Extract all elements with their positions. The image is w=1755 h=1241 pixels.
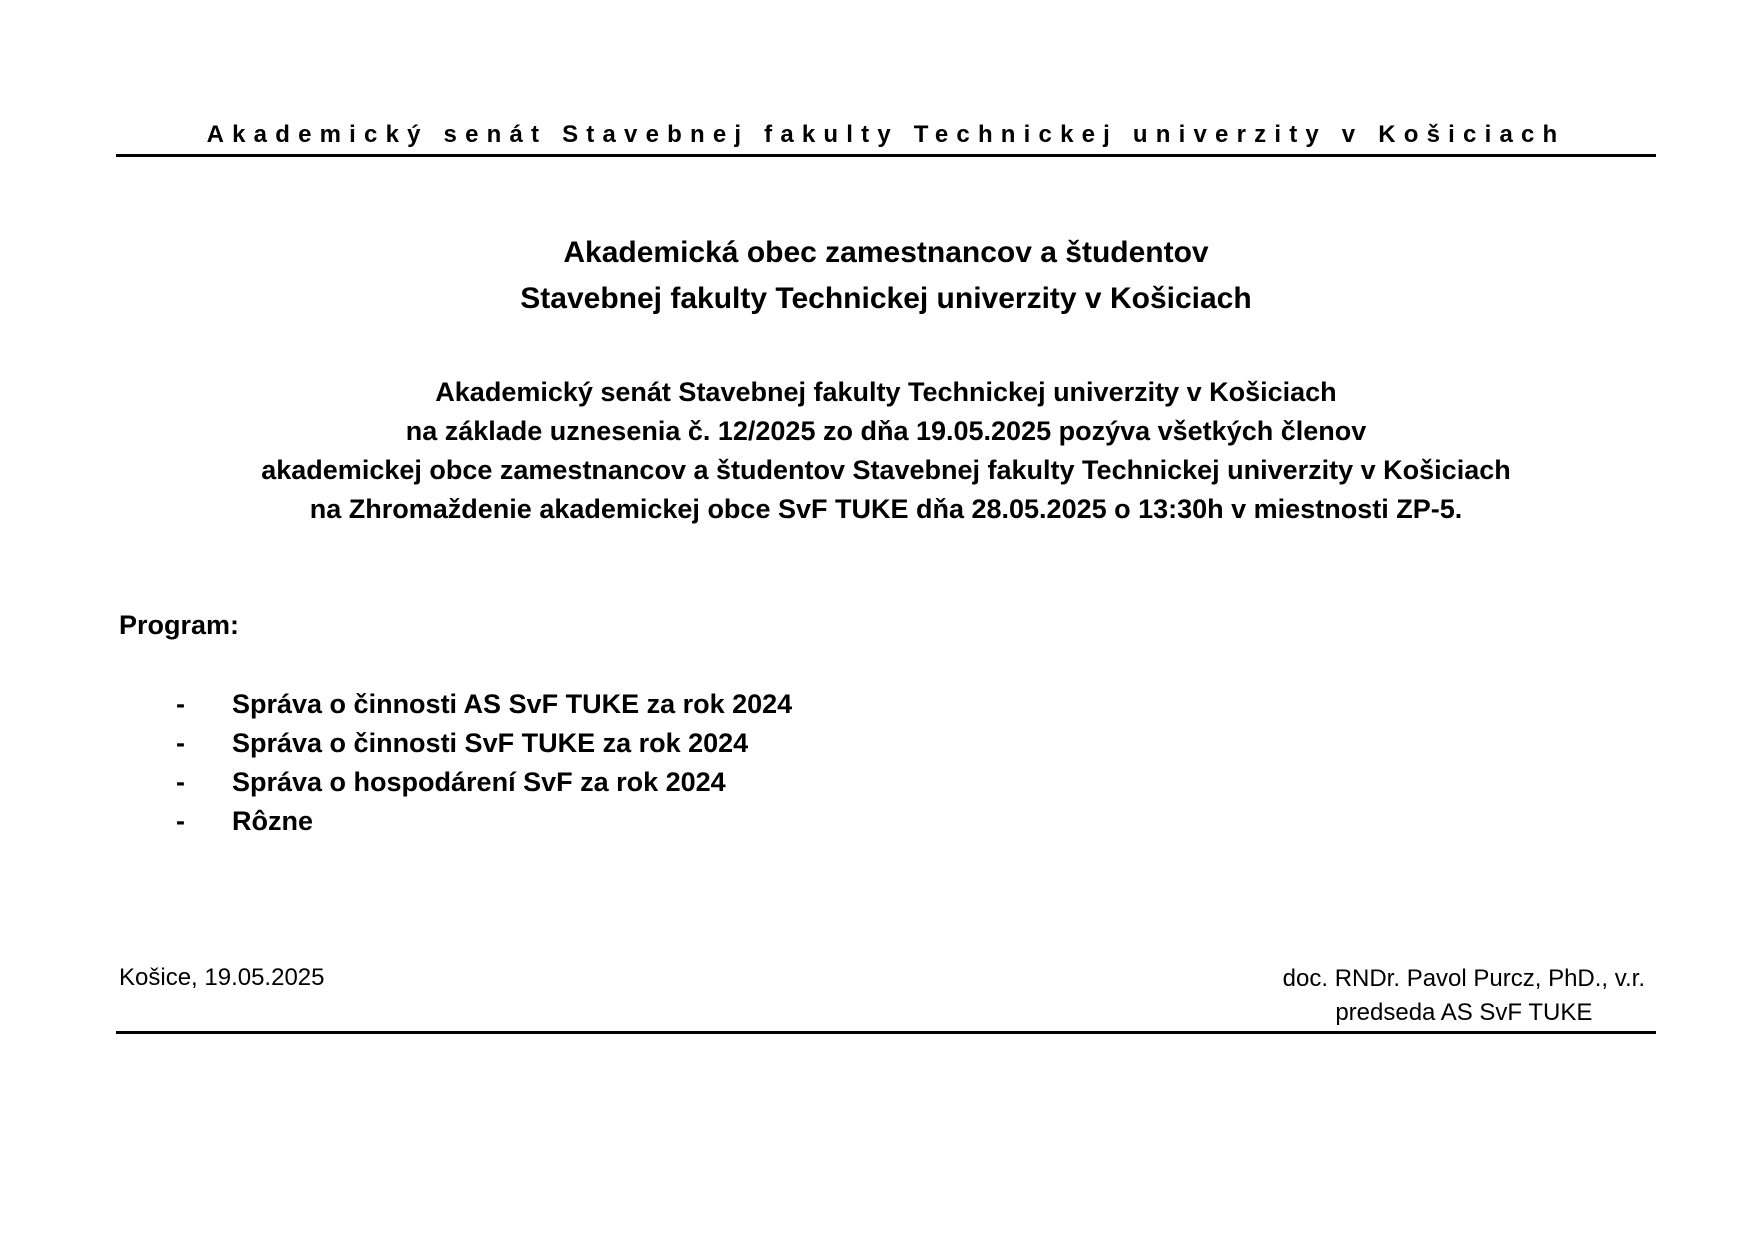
place-and-date: Košice, 19.05.2025 [119,964,325,991]
list-bullet: - [176,767,185,797]
title-line-1: Akademická obec zamestnancov a študentov [563,236,1209,269]
letterhead-senate-name: Akademický senát Stavebnej fakulty Technickej univerzity v Košiciach [206,121,1566,148]
header-divider [116,154,1656,157]
program-item [176,802,792,841]
footer-divider [116,1031,1656,1034]
program-item [176,724,792,763]
invitation-line-1: Akademický senát Stavebnej fakulty Technickej univerzity v Košiciach [435,377,1337,407]
title-line-2: Stavebnej fakulty Technickej univerzity v Košiciach [520,282,1252,315]
program-item-text: Rôzne [232,806,313,836]
program-item [176,763,792,802]
program-item-text: Správa o činnosti AS SvF TUKE za rok 2024 [232,689,793,719]
invitation-line-4: na Zhromaždenie akademickej obce SvF TUKE dňa 28.05.2025 o 13:30h v miestnosti ZP-5. [309,494,1463,524]
program-heading: Program: [119,610,240,640]
invitation-line-2: na základe uznesenia č. 12/2025 zo dňa 19.05.2025 pozýva všetkých členov [405,416,1367,446]
signatory-name: doc. RNDr. Pavol Purcz, PhD., v.r. [1282,965,1645,992]
signature-block [1283,962,1645,1030]
list-bullet: - [176,806,185,836]
program-list [176,685,792,841]
document-title [116,230,1656,322]
program-item-text: Správa o hospodárení SvF za rok 2024 [232,767,726,797]
invitation-line-3: akademickej obce zamestnancov a študentov Stavebnej fakulty Technickej univerzity v Košiciach [261,455,1511,485]
signatory-role: predseda AS SvF TUKE [1335,999,1593,1026]
program-item-text: Správa o činnosti SvF TUKE za rok 2024 [232,728,749,758]
list-bullet: - [176,689,185,719]
program-item [176,685,792,724]
invitation-text [116,373,1656,529]
list-bullet: - [176,728,185,758]
